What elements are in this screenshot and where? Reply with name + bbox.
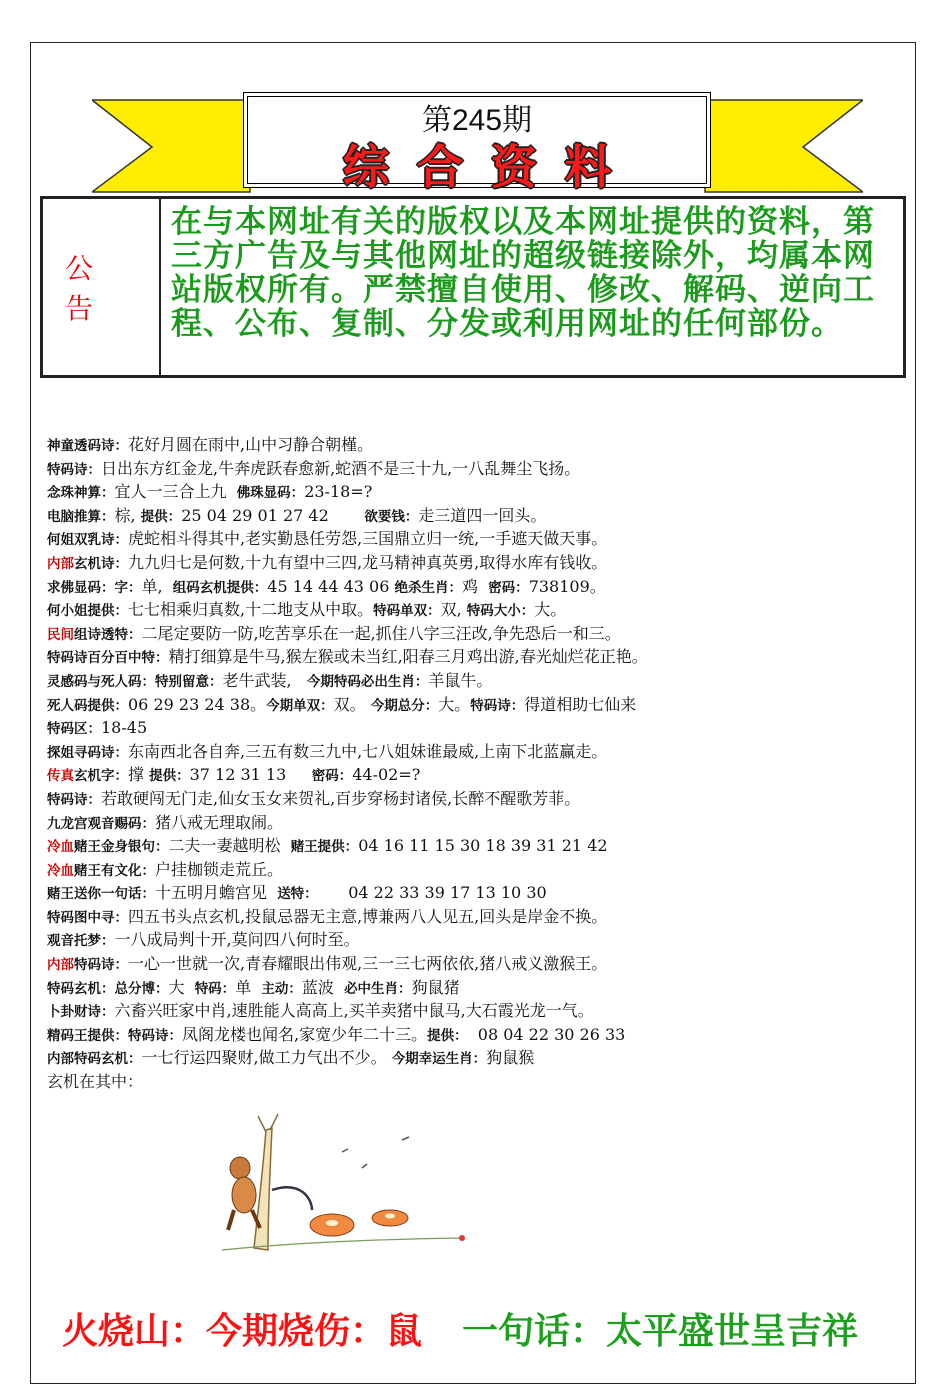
line-text: 738109。 — [528, 576, 606, 596]
line-text: 04 22 33 39 17 13 10 30 — [317, 883, 547, 903]
line-text: 一八成局判十开,莫问四八何时至。 — [114, 930, 360, 950]
line-label: 字： — [114, 579, 142, 596]
line-label: 神童透码诗： — [47, 438, 128, 454]
line-label: 赌王提供： — [290, 839, 359, 856]
notice-label: 公告 — [43, 199, 161, 375]
line-label: 特码诗： — [74, 957, 128, 974]
line-label: 特码单双： — [373, 603, 441, 620]
line-label: 九龙宫观音赐码： — [47, 815, 155, 832]
line-text: 四五书头点玄机,投鼠忌器无主意,博兼两八人见五,回头是岸金不换。 — [128, 906, 608, 926]
line-label: 内部 — [47, 957, 74, 974]
line-text: 大。 — [438, 694, 471, 714]
line-label: 冷血 — [47, 862, 74, 879]
line-text: 虎蛇相斗得其中,老实勤恳任劳怨,三国鼎立归一统,一手遮天做天事。 — [128, 529, 608, 549]
line-text: 宜人一三合上九 — [114, 482, 237, 502]
line-text: 单 — [235, 977, 262, 997]
info-line — [47, 999, 905, 1023]
issue-number: 第245期 — [421, 104, 533, 137]
line-text: 06 29 23 24 38。 — [128, 694, 267, 714]
line-text: 羊鼠牛。 — [428, 670, 493, 690]
info-line — [47, 433, 905, 457]
info-line — [47, 504, 905, 528]
line-text: 十五明月蟾宫见 — [155, 883, 278, 903]
line-label: 念珠神算： — [47, 485, 115, 502]
info-line — [47, 693, 905, 717]
line-label: 玄机诗： — [74, 555, 128, 572]
line-text: 23-18=? — [304, 482, 373, 502]
line-label: 死人码提供： — [47, 697, 128, 714]
info-line — [47, 858, 905, 882]
info-line — [47, 1023, 905, 1047]
line-text: 18-45 — [101, 718, 148, 738]
line-text: 大 — [168, 977, 195, 997]
line-text: 37 12 31 13 — [189, 765, 312, 785]
line-label: 特码玄机： — [47, 980, 115, 997]
line-label: 观音托梦： — [47, 933, 115, 950]
line-label: 玄机字： — [74, 768, 128, 785]
line-text: 大。 — [534, 600, 567, 620]
line-text: 若敢硬闯无门走,仙女玉女来贺礼,百步穿杨封诸侯,长醉不醒歌芳菲。 — [101, 788, 581, 808]
line-text: 二夫一妻越明松 — [168, 836, 291, 856]
line-label: 传真 — [47, 768, 74, 785]
line-text: 九九归七是何数,十九有望中三四,龙马精神真英勇,取得水库有钱收。 — [128, 552, 608, 572]
line-label: 灵感码与死人码： — [47, 673, 155, 690]
line-label: 必中生肖： — [344, 980, 412, 997]
line-text: 44-02=? — [352, 765, 421, 785]
info-line — [47, 928, 905, 952]
line-label: 赌王有文化： — [74, 862, 155, 879]
line-label: 冷血 — [47, 839, 74, 856]
line-text: 狗鼠猴 — [486, 1048, 535, 1068]
line-label: 送特： — [277, 886, 318, 903]
line-text: 撑 — [128, 765, 150, 785]
title-box — [243, 92, 711, 194]
line-label: 组码玄机提供： — [172, 579, 268, 596]
bottom-right-text: 一句话：太平盛世呈吉祥 — [462, 1311, 859, 1352]
info-line — [47, 575, 905, 599]
line-label: 何小姐提供： — [47, 603, 128, 620]
line-text: 六畜兴旺家中肖,速胜能人高高上,买羊卖猪中鼠马,大石霞光龙一气。 — [114, 1001, 594, 1021]
line-label: 特码诗： — [47, 791, 101, 808]
monkey-tree-illustration — [162, 1110, 482, 1260]
line-label: 卜卦财诗： — [47, 1004, 115, 1021]
line-text: 七七相乘归真数,十二地支从中取。 — [128, 600, 374, 620]
line-label: 主动： — [261, 980, 302, 997]
line-label: 绝杀生肖： — [394, 579, 462, 596]
info-line — [47, 480, 905, 504]
line-label: 佛珠显码： — [236, 485, 305, 502]
line-label: 今期总分： — [370, 697, 439, 714]
line-text: 单, — [141, 576, 173, 596]
line-text: 精打细算是牛马,猴左猴或未当红,阳春三月鸡出游,春光灿烂花正艳。 — [168, 647, 648, 667]
line-label: 特别留意： — [155, 673, 223, 690]
line-label: 特码诗百分百中特： — [47, 650, 169, 667]
info-line — [47, 527, 905, 551]
line-label: 赌王送你一句话： — [47, 886, 155, 903]
line-text: 二尾定要防一防,吃苦享乐在一起,抓住八字三汪改,争先恐后一和三。 — [141, 623, 621, 643]
line-label: 提供： — [427, 1027, 468, 1044]
info-line — [47, 551, 905, 575]
line-label: 特码大小： — [466, 603, 535, 620]
line-label: 欲要钱： — [364, 508, 419, 525]
line-text: 双。 — [333, 694, 371, 714]
info-line — [47, 763, 905, 787]
line-label: 何姐双乳诗： — [47, 532, 128, 549]
line-label: 特码： — [194, 980, 236, 997]
bottom-banner — [62, 1303, 858, 1354]
line-text: 老牛武装, — [222, 670, 307, 690]
line-text: 花好月圆在雨中,山中习静合朝槿。 — [128, 435, 374, 454]
notice-text: 在与本网址有关的版权以及本网址提供的资料，第三方广告及与其他网址的超级链接除外，均属本网站版权所有。严禁擅自使用、修改、解码、逆向工程、公布、复制、分发或利用网址的任何部份。 — [171, 204, 875, 342]
notice-box — [40, 196, 906, 378]
line-label: 求佛显码： — [47, 579, 115, 596]
line-label: 精码王提供： — [47, 1027, 128, 1044]
line-label: 今期单双： — [266, 697, 334, 714]
line-label: 密码： — [311, 768, 353, 785]
line-label: 电脑推算： — [47, 508, 115, 525]
info-line — [47, 976, 905, 1000]
info-line — [47, 622, 905, 646]
line-text: 08 04 22 30 26 33 — [467, 1024, 626, 1044]
line-label: 探姐寻码诗： — [47, 744, 128, 761]
ribbon-right — [703, 92, 863, 202]
line-label: 组诗透特： — [74, 626, 142, 643]
line-text: 蓝波 — [301, 977, 345, 997]
info-line — [47, 645, 905, 669]
info-lines — [47, 433, 905, 1094]
line-label: 内部 — [47, 555, 74, 572]
line-text: 双, — [440, 600, 467, 620]
info-line — [47, 457, 905, 481]
line-text: 狗鼠猪 — [411, 977, 460, 997]
line-label: 特码诗： — [128, 1027, 182, 1044]
bottom-left-text: 火烧山：今期烧伤：鼠 — [62, 1311, 423, 1352]
line-label: 民间 — [47, 626, 74, 643]
line-text: 日出东方红金龙,牛奔虎跃春愈新,蛇酒不是三十九,一八乱舞尘飞扬。 — [101, 458, 581, 478]
info-line — [47, 1070, 905, 1094]
info-line — [47, 740, 905, 764]
line-label: 总分博： — [114, 980, 169, 997]
line-text: 45 14 44 43 06 — [267, 576, 395, 596]
line-label: 内部特码玄机： — [47, 1051, 142, 1068]
info-line — [47, 716, 905, 740]
line-text: 一七行运四聚财,做工力气出不少。 — [141, 1048, 392, 1068]
line-text: 凤阁龙楼也闻名,家宽少年二十三。 — [182, 1024, 428, 1044]
info-line — [47, 905, 905, 929]
line-label: 提供： — [140, 508, 182, 525]
line-text: 东南西北各自奔,三五有数三九中,七八姐妹谁最威,上南下北蓝赢走。 — [128, 741, 608, 761]
line-label: 今期幸运生肖： — [391, 1051, 487, 1068]
line-label: 今期特码必出生肖： — [306, 673, 429, 690]
info-line — [47, 669, 905, 693]
line-label: 提供： — [149, 768, 190, 785]
line-label: 特码诗： — [470, 697, 525, 714]
line-text: 得道相助七仙来 — [524, 694, 637, 714]
page-title: 综合资料 — [343, 140, 639, 194]
line-text: 玄机在其中： — [47, 1072, 144, 1092]
info-line — [47, 1046, 905, 1070]
info-line — [47, 834, 905, 858]
line-text: 04 16 11 15 30 18 39 31 21 42 — [358, 836, 608, 856]
info-line — [47, 881, 905, 905]
line-label: 特码图中寻： — [47, 909, 128, 926]
line-text: 一心一世就一次,青春耀眼出伟观,三一三七两依依,猪八戒义激猴王。 — [128, 954, 608, 974]
line-text: 25 04 29 01 27 42 — [181, 505, 365, 525]
line-text: 鸡 — [462, 576, 489, 596]
info-line — [47, 787, 905, 811]
info-line — [47, 952, 905, 976]
line-text: 户挂枷锁走荒丘。 — [155, 859, 284, 879]
info-line — [47, 811, 905, 835]
line-label: 赌王金身银句： — [74, 839, 169, 856]
line-label: 特码诗： — [47, 461, 101, 478]
info-line — [47, 598, 905, 622]
line-text: 猪八戒无理取闹。 — [155, 812, 284, 832]
line-text: 走三道四一回头。 — [418, 505, 547, 525]
line-label: 特码区： — [47, 721, 101, 738]
ribbon-left — [92, 92, 252, 202]
line-label: 密码： — [488, 579, 529, 596]
line-text: 棕, — [114, 505, 141, 525]
